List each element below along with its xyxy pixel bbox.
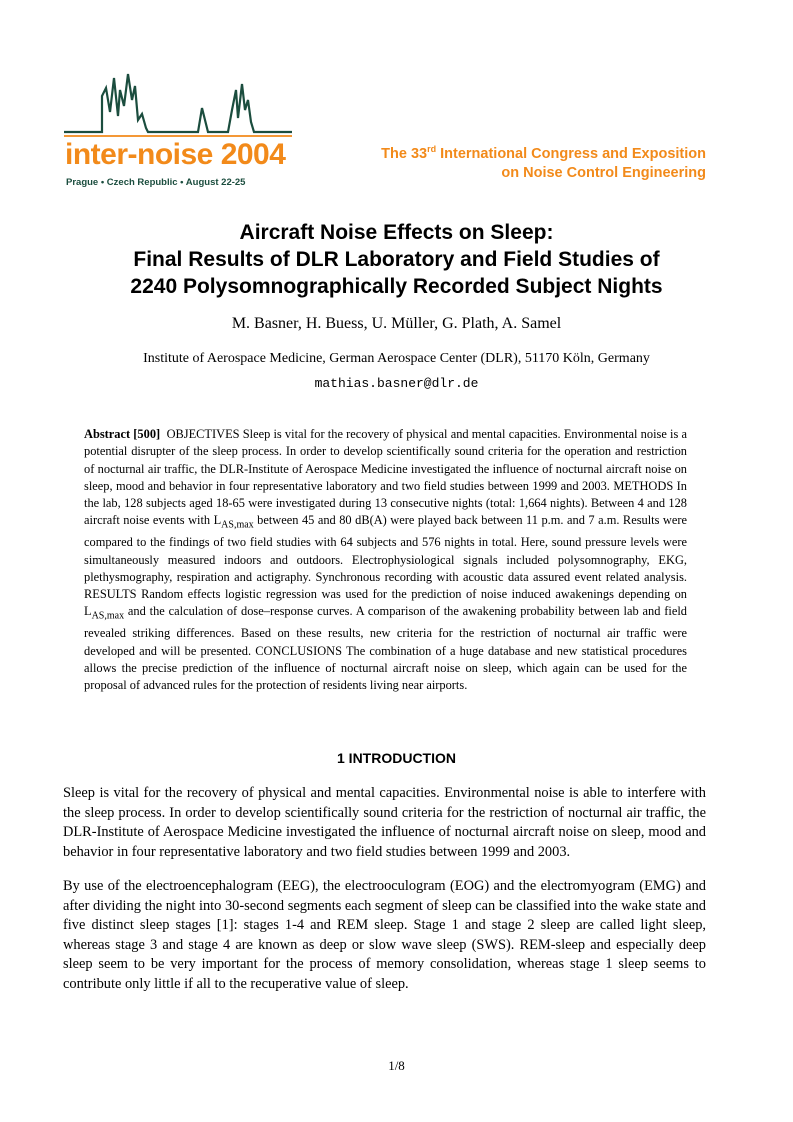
abstract-text: OBJECTIVES Sleep is vital for the recovery of physical and mental capacities. Environmental noise is a potential disrupter of the sleep process. In order to develop scientifically sound criteria for the operation and restriction of nocturnal air traffic, the DLR-Institute of Aerospace Medicine investigated the influence of nocturnal aircraft noise on sleep, mood and behavior in four representative laboratory and two field studies between 1999 and 2003. METHODS In the lab, 128 subjects aged 18-65 were investigated during 13 consecutive nights (total: 1,664 nights). Between 4 and 128 aircraft noise events with L: [84, 427, 688, 528]
abstract: [84, 426, 687, 694]
section-heading: 1 INTRODUCTION: [337, 750, 456, 766]
congress-ordinal-suffix: rd: [427, 144, 437, 154]
abstract-subscript: AS,max: [91, 610, 125, 622]
body-paragraph: Sleep is vital for the recovery of physical and mental capacities. Environmental noise is able to interfere with the sleep process. In order to develop scientifically sound criteria for the restriction of nocturnal air traffic, the DLR-Institute of Aerospace Medicine investigated the influence of nocturnal aircraft noise on sleep, mood and behavior in four representative laboratory and two field studies between 1999 and 2003.: [63, 785, 706, 860]
abstract-text: between 45 and 80 dB(A) were played back between 11 p.m. and 7 a.m. Results were compared to the findings of two field studies with 64 subjects and 576 nights in total. Here, sound pressure levels were simultaneously measured indoors and outdoors. Electrophysiological signals included polysomnography, EKG, plethysmography, respiration and actigraphy. Synchronous recording with acoustic data assured event related analysis. RESULTS Random effects logistic regression was used for the prediction of noise induced awakenings depending on L: [84, 513, 687, 619]
congress-header: [381, 140, 706, 183]
conference-logo: [62, 70, 294, 192]
prague-skyline-icon: [62, 70, 294, 142]
congress-line-2: on Noise Control Engineering: [501, 164, 706, 181]
abstract-label: Abstract [500]: [84, 427, 161, 441]
congress-name: International Congress and Exposition: [436, 145, 706, 162]
authors: M. Basner, H. Buess, U. Müller, G. Plath, A. Samel: [231, 315, 562, 332]
body-paragraph: By use of the electroencephalogram (EEG), the electrooculogram (EOG) and the electromyogram (EMG) and after dividing the night into 30-second segments each segment of sleep can be classified into the wake state and five distinct sleep stages [1]: stages 1-4 and REM sleep. Stage 1 and stage 2 sleep are called light sleep, whereas stage 3 and stage 4 are known as deep or slow wave sleep (SWS). REM-sleep and especially deep sleep seem to be very important for the process of memory consolidation, whereas stage 1 sleep seems to contribute only little if all to the recuperative value of sleep.: [63, 878, 706, 992]
title-line: Aircraft Noise Effects on Sleep:: [239, 221, 554, 244]
title-line: Final Results of DLR Laboratory and Field Studies of: [133, 248, 660, 271]
logo-subline: Prague • Czech Republic • August 22-25: [66, 177, 246, 188]
logo-wordmark: inter-noise 2004: [65, 138, 286, 171]
contact-email[interactable]: mathias.basner@dlr.de: [314, 376, 479, 391]
paper-title: [0, 219, 793, 300]
title-line: 2240 Polysomnographically Recorded Subject Nights: [130, 275, 663, 298]
congress-ordinal: The 33: [381, 145, 428, 162]
abstract-subscript: AS,max: [221, 519, 254, 531]
page-number: 1/8: [388, 1058, 405, 1073]
congress-line-1: [381, 140, 706, 164]
affiliation: Institute of Aerospace Medicine, German Aerospace Center (DLR), 51170 Köln, Germany: [143, 351, 650, 366]
abstract-text: and the calculation of dose–response curves. A comparison of the awakening probability between lab and field revealed striking differences. Based on these results, new criteria for the restriction of nocturnal air traffic were developed and will be presented. CONCLUSIONS The combination of a huge database and new statistical procedures allows the precise prediction of the influence of nocturnal aircraft noise on sleep, which again can be used for the proposal of advanced rules for the protection of residents living near airports.: [84, 604, 687, 693]
